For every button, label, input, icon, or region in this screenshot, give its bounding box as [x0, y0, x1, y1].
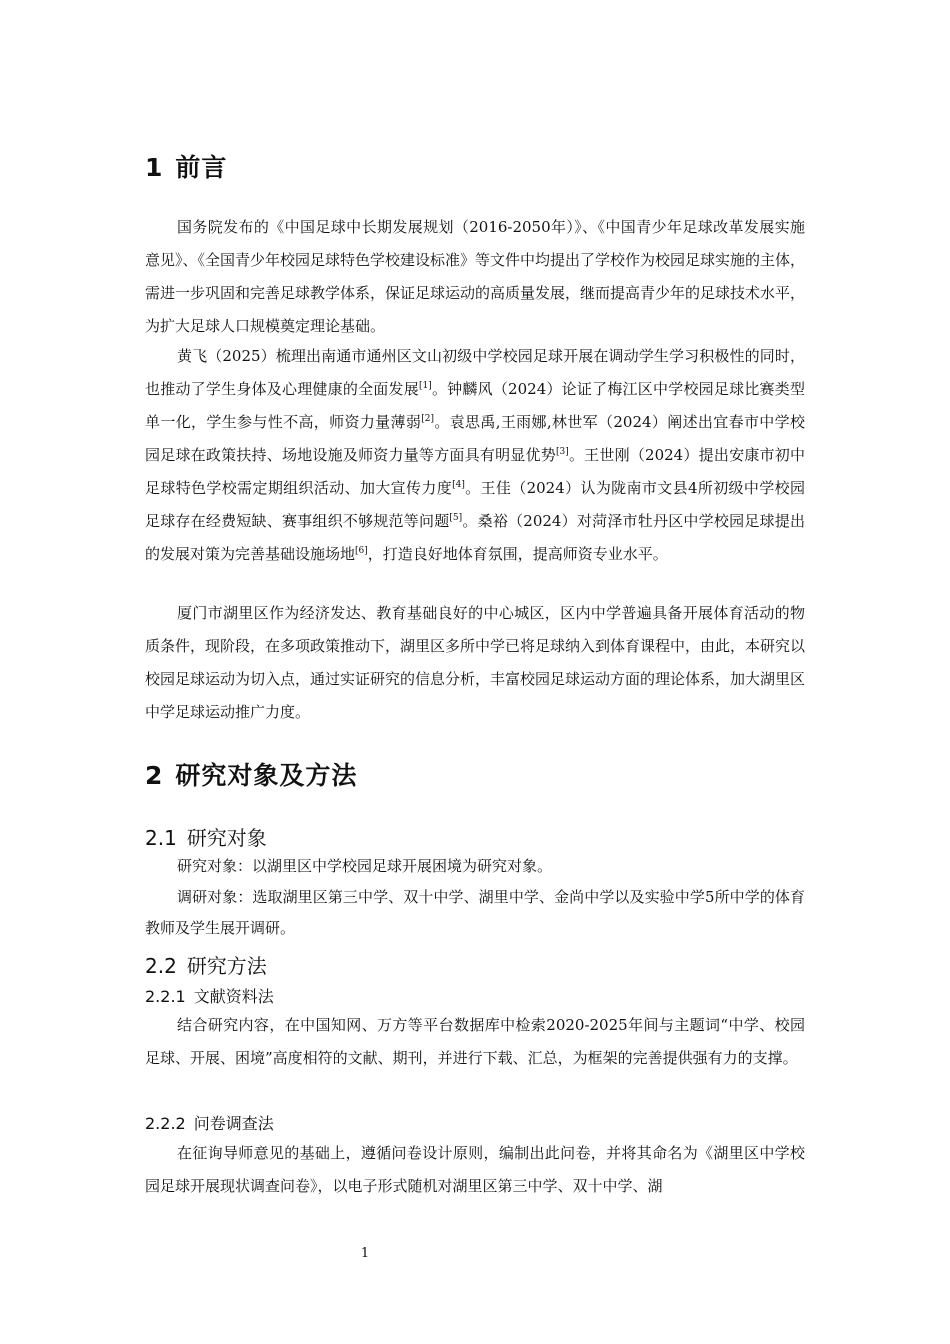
section-heading-2: 2 研究对象及方法 — [145, 761, 358, 790]
intro-paragraph-2: 黄飞（2025）梳理出南通市通州区文山初级中学校园足球开展在调动学生学习积极性的同时，也推动了学生身体及心理健康的全面发展[1]。钟麟风（2024）论证了梅江区中学校园足球比赛类型单一化，学生参与性不高，师资力量薄弱[2]。袁思禹,王雨娜,林世军（2024）阐述出宜春市中学校园足球在政策扶持、场地设施及师资力量等方面具有明显优势[3]。王世刚（2024）提出安康市初中足球特色学校需定期组织活动、加大宣传力度[4]。王佳（2024）认为陇南市文县4所初级中学校园足球存在经费短缺、赛事组织不够规范等问题[5]。桑裕（2024）对菏泽市牡丹区中学校园足球提出的发展对策为完善基础设施场地[6]，打造良好地体育氛围，提高师资专业水平。 — [145, 347, 805, 563]
subsection-heading-2-1: 2.1 研究对象 — [145, 826, 267, 850]
questionnaire-method-paragraph: 在征询导师意见的基础上，遵循问卷设计原则，编制出此问卷，并将其命名为《湖里区中学校园足球开展现状调查问卷》，以电子形式随机对湖里区第三中学、双十中学、湖 — [145, 1144, 805, 1195]
citation-6: [6] — [355, 546, 368, 556]
citation-5: [5] — [449, 513, 463, 523]
subsection-heading-2-2-2: 2.2.2 问卷调查法 — [145, 1114, 274, 1133]
page-number: 1 — [360, 1246, 370, 1261]
intro-paragraph-1: 国务院发布的《中国足球中长期发展规划（2016-2050年）》、《中国青少年足球改革发展实施意见》、《全国青少年校园足球特色学校建设标准》等文件中均提出了学校作为校园足球实施的主体，需进一步巩固和完善足球教学体系，保证足球运动的高质量发展，继而提高青少年的足球技术水平，为扩大足球人口规模奠定理论基础。 — [145, 218, 806, 335]
subsection-heading-2-2-1: 2.2.1 文献资料法 — [145, 987, 274, 1006]
citation-4: [4] — [452, 480, 465, 490]
citation-3: [3] — [555, 447, 569, 457]
literature-method-paragraph: 结合研究内容，在中国知网、万方等平台数据库中检索2020-2025年间与主题词“中学、校园足球、开展、困境”高度相符的文献、期刊，并进行下载、汇总，为框架的完善提供强有力的支撑。 — [145, 1016, 805, 1067]
section-heading-1: 1 前言 — [145, 153, 228, 182]
subsection-heading-2-2: 2.2 研究方法 — [145, 954, 267, 978]
citation-2: [2] — [421, 414, 434, 424]
intro-paragraph-3: 厦门市湖里区作为经济发达、教育基础良好的中心城区，区内中学普遍具备开展体育活动的物质条件，现阶段，在多项政策推动下，湖里区多所中学已将足球纳入到体育课程中，由此，本研究以校园足球运动为切入点，通过实证研究的信息分析，丰富校园足球运动方面的理论体系，加大湖里区中学足球运动推广力度。 — [145, 604, 806, 721]
citation-1: [1] — [418, 381, 432, 391]
survey-object-paragraph: 调研对象：选取湖里区第三中学、双十中学、湖里中学、金尚中学以及实验中学5所中学的体育教师及学生展开调研。 — [145, 888, 805, 937]
research-object-paragraph: 研究对象：以湖里区中学校园足球开展困境为研究对象。 — [177, 857, 553, 875]
